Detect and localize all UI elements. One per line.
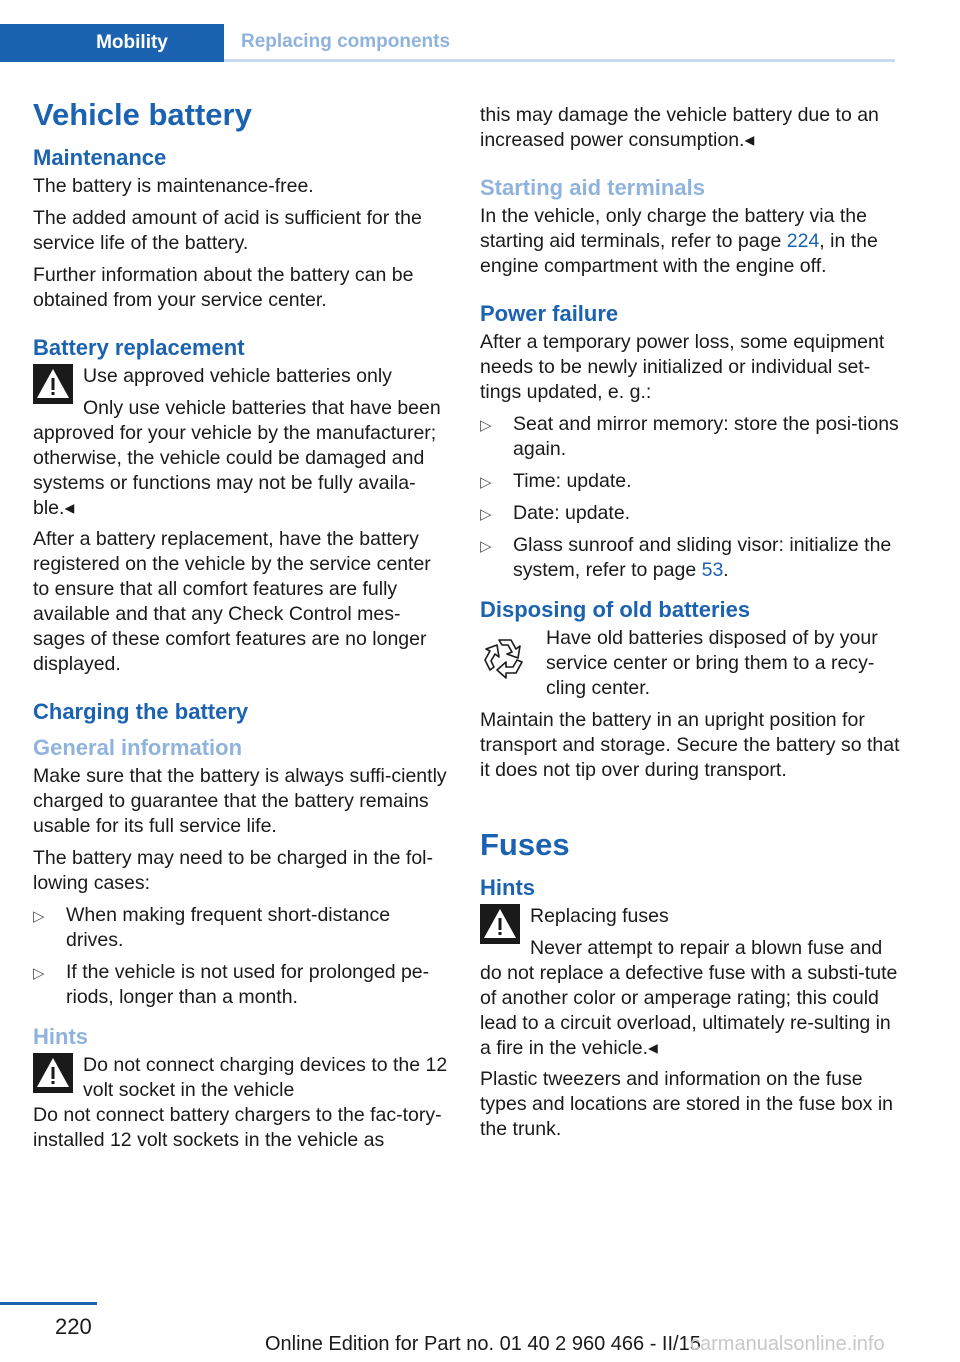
edition-text: Online Edition for Part no. 01 40 2 960 466 - II/15 [265, 1333, 701, 1355]
battery-replacement-heading: Battery replacement [33, 335, 245, 360]
tab-replacing-components[interactable] [224, 24, 895, 62]
charging-p1: Make sure that the battery is always suffi-ciently charged to guarantee that the battery remains usable for its full service life. [33, 765, 447, 837]
general-information-heading: General information [33, 735, 243, 760]
warning-title: Use approved vehicle batteries only [83, 365, 392, 387]
charging-bullets [33, 903, 448, 1010]
warning-block [480, 904, 900, 1061]
charging-p2: The battery may need to be charged in the fol-lowing cases: [33, 847, 433, 894]
starting-aid-text: In the vehicle, only charge the battery via the starting aid terminals, refer to page 224, in the engine compartment with the engine off. [480, 205, 878, 277]
triangle-right-outline-icon: ▷ [480, 474, 492, 491]
fuses-hints-heading: Hints [480, 875, 535, 900]
list-item: ▷ If the vehicle is not used for prolonged pe-riods, longer than a month. [33, 961, 430, 1008]
warning-title: Replacing fuses [530, 905, 669, 927]
warning-triangle-icon [33, 1053, 73, 1093]
disposing-p1: Maintain the battery in an upright position for transport and storage. Secure the battery so that it does not tip over during transport. [480, 709, 900, 781]
maintenance-p1: The battery is maintenance-free. [33, 175, 314, 197]
power-failure-p1: After a temporary power loss, some equipment needs to be newly initialized or individual set-tings updated, e. g.: [480, 331, 885, 403]
hints-heading: Hints [33, 1024, 88, 1049]
warning-triangle-icon [480, 904, 520, 944]
left-column [33, 96, 448, 1153]
page-number: 220 [55, 1314, 92, 1339]
recycle-icon [480, 632, 530, 682]
power-failure-bullets [480, 412, 900, 583]
page-link-224[interactable]: 224 [786, 230, 820, 252]
list-item: ▷ When making frequent short-distance drives. [33, 904, 391, 951]
warning-text: Never attempt to repair a blown fuse and do not replace a defective fuse with a substi-tute of another color or amperage rating; this could lead to a circuit overload, ultimately re-sulting in a fire in the vehicle.◂ [480, 937, 898, 1059]
disposing-heading: Disposing of old batteries [480, 597, 751, 622]
warning-text: Only use vehicle batteries that have been approved for your vehicle by the manufacturer; otherwise, the vehicle could be damaged and systems or functions may not be fully availa-ble.◂ [33, 397, 441, 519]
power-failure-heading: Power failure [480, 301, 619, 326]
warning-block [33, 364, 448, 521]
triangle-right-outline-icon: ▷ [480, 506, 492, 523]
maintenance-p2: The added amount of acid is sufficient for the service life of the battery. [33, 207, 422, 254]
tab-mobility[interactable] [0, 24, 224, 62]
tab-replacing-label: Replacing components [241, 30, 451, 52]
recycle-block [480, 626, 900, 701]
warning-title: Do not connect charging devices to the 12 volt socket in the vehicle [83, 1054, 448, 1101]
continued-text: this may damage the vehicle battery due to an increased power consumption.◂ [480, 104, 879, 151]
triangle-right-outline-icon: ▷ [33, 908, 45, 925]
maintenance-heading: Maintenance [33, 145, 167, 170]
recycle-text: Have old batteries disposed of by your service center or bring them to a recy-cling center. [546, 627, 878, 699]
triangle-right-outline-icon: ▷ [33, 965, 45, 982]
footer-rule [0, 1302, 97, 1305]
charging-heading: Charging the battery [33, 699, 249, 724]
warning-text: Do not connect battery chargers to the fac-tory-installed 12 volt sockets in the vehicle as [33, 1104, 442, 1151]
replacement-p1: After a battery replacement, have the battery registered on the vehicle by the service center to ensure that all comfort features are fully available and that any Check Control mes-sages of these comfort features are no longer displayed. [33, 528, 431, 675]
starting-aid-heading: Starting aid terminals [480, 175, 705, 200]
fuses-p1: Plastic tweezers and information on the fuse types and locations are stored in the fuse box in the trunk. [480, 1068, 894, 1140]
list-item: ▷ Glass sunroof and sliding visor: initialize the system, refer to page 53. [480, 534, 892, 581]
header-tabbar [0, 24, 895, 62]
page-link-53[interactable]: 53 [701, 559, 724, 581]
page-title: Vehicle battery [33, 97, 252, 132]
list-item: ▷ Seat and mirror memory: store the posi-tions again. [480, 413, 899, 460]
watermark: carmanualsonline.info [690, 1333, 885, 1355]
triangle-right-outline-icon: ▷ [480, 538, 492, 555]
triangle-right-outline-icon: ▷ [480, 417, 492, 434]
list-item: ▷ Time: update. [480, 469, 900, 494]
fuses-title: Fuses [480, 827, 570, 862]
list-item: ▷ Date: update. [480, 501, 900, 526]
tab-mobility-label: Mobility [96, 32, 168, 53]
warning-triangle-icon [33, 364, 73, 404]
warning-block [33, 1053, 448, 1153]
right-column [480, 103, 900, 1149]
maintenance-p3: Further information about the battery can be obtained from your service center. [33, 264, 414, 311]
